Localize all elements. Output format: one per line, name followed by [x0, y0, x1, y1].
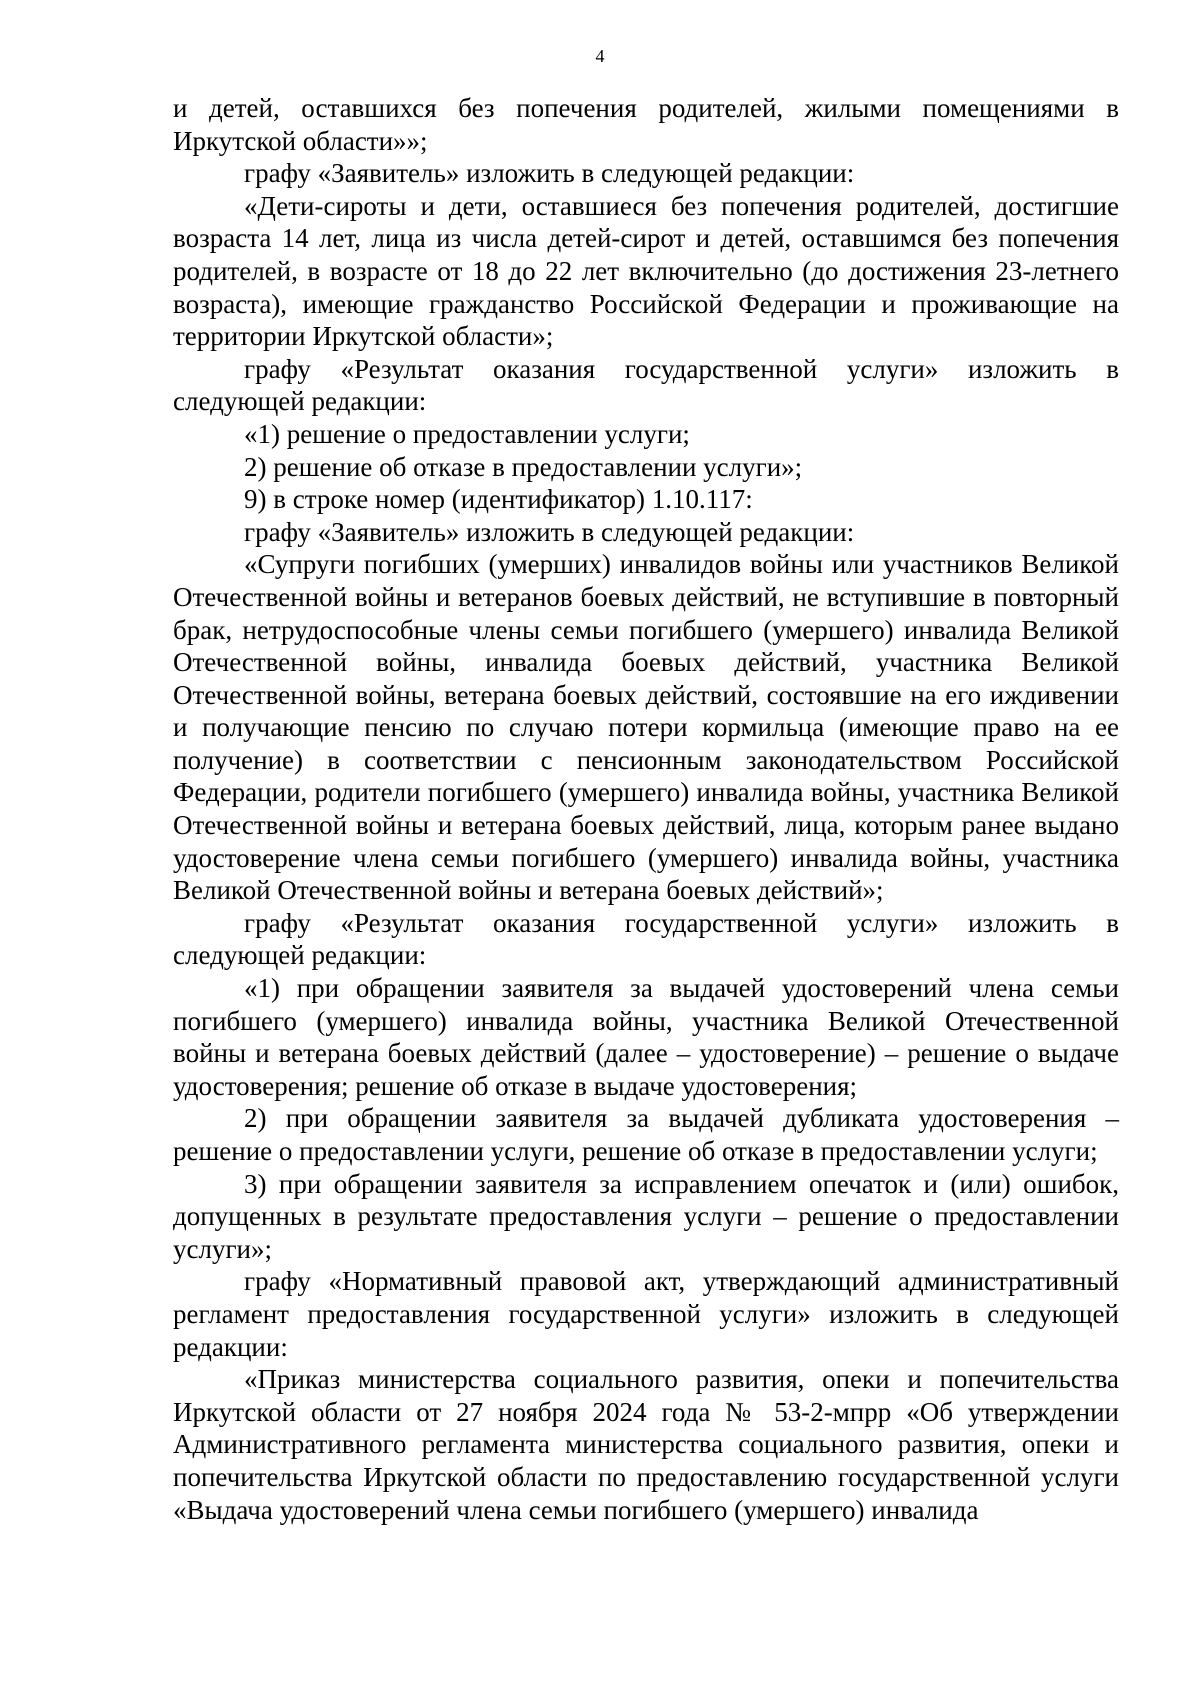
paragraph-2: графу «Заявитель» изложить в следующей редакции:: [244, 158, 855, 189]
paragraph-13: 3) при обращении заявителя за исправлением опечаток и (или) ошибок, допущенных в результате предоставления услуги – решение о предоставлении услуги»;: [173, 1168, 1119, 1264]
paragraph-6: 2) решение об отказе в предоставлении услуги»;: [244, 451, 803, 482]
page-number: 4: [595, 46, 605, 66]
paragraph-7: 9) в строке номер (идентификатор) 1.10.117:: [244, 484, 753, 515]
paragraph-3: «Дети-сироты и дети, оставшиеся без попечения родителей, достигшие возраста 14 лет, лица из числа детей-сирот и детей, оставшимся без попечения родителей, в возрасте от 18 до 22 лет включительно (до достижения 23-летнего возраста), имеющие гражданство Российской Федерации и проживающие на территории Иркутской области»;: [173, 190, 1119, 352]
paragraph-14: графу «Нормативный правовой акт, утверждающий административный регламент предоставления государственной услуги» изложить в следующей редакции:: [173, 1266, 1119, 1362]
paragraph-12: 2) при обращении заявителя за выдачей дубликата удостоверения – решение о предоставлении услуги, решение об отказе в предоставлении услуги;: [173, 1103, 1119, 1166]
paragraph-1: и детей, оставшихся без попечения родителей, жилыми помещениями в Иркутской области»»;: [173, 93, 1119, 156]
paragraph-8: графу «Заявитель» изложить в следующей редакции:: [244, 516, 855, 547]
paragraph-9: «Супруги погибших (умерших) инвалидов войны или участников Великой Отечественной войны и ветеранов боевых действий, не вступившие в повторный брак, нетрудоспособные члены семьи погибшего (умершего) инвалида Великой Отечественной войны, инвалида боевых действий, участника Великой Отечественной войны, ветерана боевых действий, состоявшие на его иждивении и получающие пенсию по случаю потери кормильца (имеющие право на ее получение) в соответствии с пенсионным законодательством Российской Федерации, родители погибшего (умершего) инвалида войны, участника Великой Отечественной войны и ветерана боевых действий, лица, которым ранее выдано удостоверение члена семьи погибшего (умершего) инвалида войны, участника Великой Отечественной войны и ветерана боевых действий»;: [173, 549, 1119, 906]
paragraph-4: графу «Результат оказания государственной услуги» изложить в следующей редакции:: [173, 353, 1119, 417]
paragraph-11: «1) при обращении заявителя за выдачей удостоверений члена семьи погибшего (умершего) инвалида войны, участника Великой Отечественной войны и ветерана боевых действий (далее – удостоверение) – решение о выдаче удостоверения; решение об отказе в выдаче удостоверения;: [173, 973, 1119, 1101]
document-body: [173, 92, 1119, 1526]
paragraph-10: графу «Результат оказания государственной услуги» изложить в следующей редакции:: [173, 907, 1119, 971]
paragraph-15: «Приказ министерства социального развития, опеки и попечительства Иркутской области от 27 ноября 2024 года № 53-2-мпрр «Об утверждении Административного регламента министерства социального развития, опеки и попечительства Иркутской области по предоставлению государственной услуги «Выдача удостоверений члена семьи погибшего (умершего) инвалида: [173, 1364, 1119, 1525]
paragraph-5: «1) решение о предоставлении услуги;: [244, 418, 690, 449]
